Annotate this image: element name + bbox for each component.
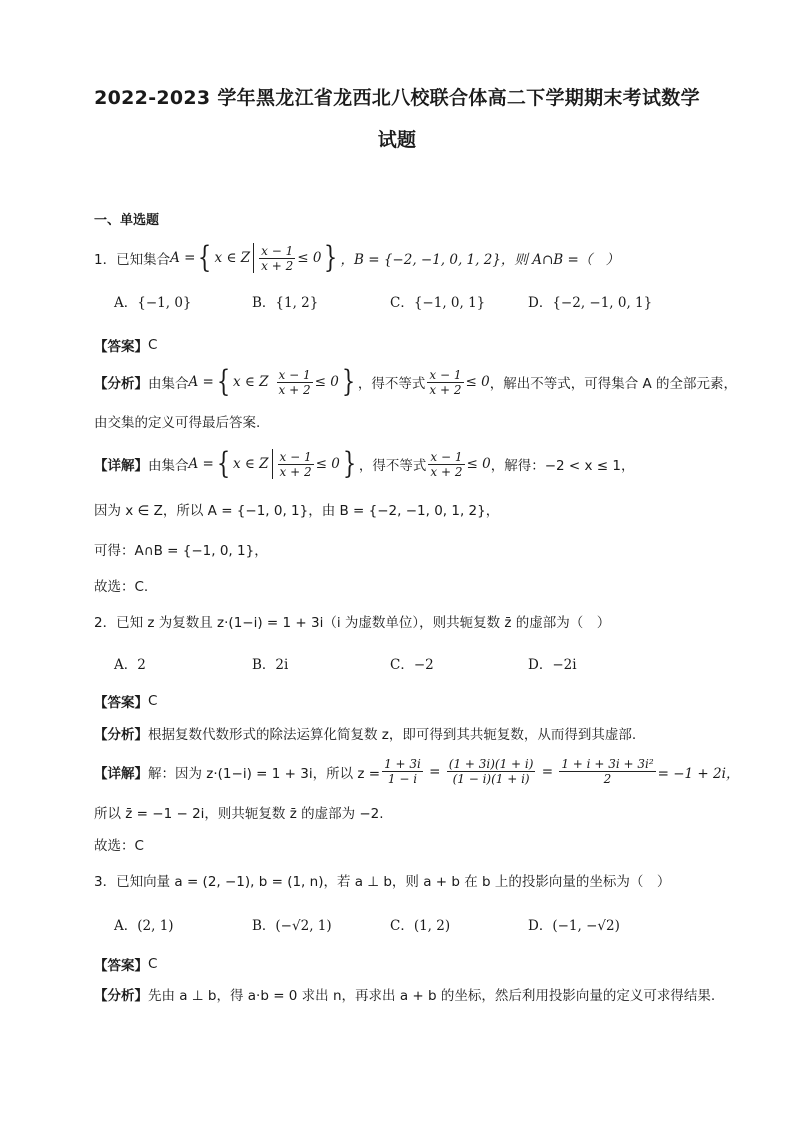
q1-option-b[interactable]: B．{1, 2} — [252, 295, 319, 311]
q1-set-a: A = — [170, 250, 196, 266]
analysis-le0-2: ≤ 0 — [465, 374, 490, 390]
q1-option-c[interactable]: C．{−1, 0, 1} — [390, 295, 486, 311]
frac-num: 1 + i + 3i + 3i² — [561, 757, 654, 771]
brace-left: { — [216, 446, 231, 481]
brace-right: } — [342, 446, 357, 481]
answer-tag: 【答案】 — [94, 958, 148, 974]
brace-left: { — [198, 240, 212, 275]
q1-analysis-line2: 由交集的定义可得最后答案. — [94, 415, 261, 431]
q1-condition: x ∈ Z — [214, 250, 251, 266]
q1-set-b: ，B = {−2, −1, 0, 1, 2}，则 A∩B =（ ） — [340, 252, 620, 268]
detail-le0: ≤ 0 — [315, 456, 340, 472]
q1-stem — [94, 240, 700, 275]
q2-detail: 【详解】 解：因为 z·(1−i) = 1 + 3i，所以 z = $\frac{1 + 3i}{1 - i}$ = $\frac{(1 + 3i)(1 + i)}{(1 - i)(1 + i)}$ = $\frac{\text{1 + i + 3i + 3i²}}{2}$ = −1 + 2i， — [94, 757, 740, 786]
analysis-fraction-2 — [427, 368, 463, 397]
q1-le0: ≤ 0 — [297, 250, 322, 266]
frac-den: x + 2 — [430, 464, 463, 479]
detail-post: ，解得：−2 < x ≤ 1， — [490, 458, 635, 474]
brace-right: } — [324, 240, 338, 275]
q1-fraction — [259, 244, 295, 273]
analysis-mid: ，得不等式 — [357, 376, 426, 392]
q3-options — [94, 914, 700, 934]
detail-tag: 【详解】 — [94, 458, 148, 474]
analysis-fraction — [277, 368, 313, 397]
analysis-set-a: A = — [188, 374, 214, 390]
q2-stem: 2．已知 z 为复数且 z·(1−i) = 1 + 3i（i 为虚数单位），则共轭复数 z̄ 的虚部为（ ） — [94, 615, 611, 631]
title-line-1: 2022-2023 学年黑龙江省龙西北八校联合体高二下学期期末考试数学 — [94, 87, 700, 109]
analysis-tag: 【分析】 — [94, 988, 148, 1004]
detail-le0-2: ≤ 0 — [466, 456, 491, 472]
q2-frac-3 — [559, 757, 655, 786]
set-bar — [253, 243, 254, 273]
analysis-tag: 【分析】 — [94, 727, 148, 743]
q1-option-a[interactable]: A．{−1, 0} — [114, 295, 192, 311]
detail-fraction-2 — [428, 450, 464, 479]
q3-option-c[interactable]: C．(1, 2) — [390, 918, 451, 934]
q2-analysis — [94, 723, 700, 743]
q3-stem: 3．已知向量 a = (2, −1), b = (1, n)，若 a ⊥ b，则 a + b 在 b 上的投影向量的坐标为（ ） — [94, 874, 671, 890]
q1-choose: 故选：C. — [94, 579, 149, 595]
q1-options — [94, 291, 700, 311]
q1-detail-line3: 可得：A∩B = {−1, 0, 1}， — [94, 543, 268, 559]
q2-choose: 故选：C — [94, 838, 144, 854]
detail-cond: x ∈ Z — [232, 456, 269, 472]
detail-end: = −1 + 2i， — [657, 765, 740, 782]
q2-frac-1 — [382, 757, 423, 786]
q1-detail — [94, 446, 700, 481]
q2-option-b[interactable]: B．2i — [252, 657, 289, 673]
detail-pre: 解：因为 z·(1−i) = 1 + 3i，所以 z = — [148, 765, 381, 782]
paper-title — [94, 0, 700, 161]
answer-tag: 【答案】 — [94, 339, 148, 355]
q2-detail-line2: 所以 z̄ = −1 − 2i，则共轭复数 z̄ 的虚部为 −2. — [94, 806, 384, 822]
q2-frac-2 — [447, 757, 536, 786]
detail-set-a: A = — [188, 456, 214, 472]
frac-num: x − 1 — [430, 449, 463, 464]
section-heading: 一、单选题 — [94, 213, 160, 228]
q2-option-c[interactable]: C．−2 — [390, 657, 434, 673]
q1-detail-line2: 因为 x ∈ Z，所以 A = {−1, 0, 1}，由 B = {−2, −1, 0, 1, 2}， — [94, 503, 500, 519]
q3-answer — [94, 954, 700, 974]
title-line-2: 试题 — [377, 129, 417, 151]
answer-value: C — [148, 693, 158, 709]
frac-den: x + 2 — [279, 464, 312, 479]
frac-num: x − 1 — [261, 243, 294, 258]
answer-value: C — [148, 956, 158, 972]
answer-value: C — [148, 337, 158, 353]
frac-num: x − 1 — [429, 367, 462, 382]
analysis-cond: x ∈ Z — [232, 374, 269, 390]
analysis-text: 先由 a ⊥ b，得 a·b = 0 求出 n，再求出 a + b 的坐标，然后利用投影向量的定义可求得结果. — [148, 988, 716, 1004]
frac-den: 2 — [603, 772, 612, 786]
analysis-tag: 【分析】 — [94, 376, 148, 392]
frac-den: 1 − i — [387, 772, 418, 786]
q1-answer — [94, 335, 700, 355]
frac-den: x + 2 — [429, 382, 462, 397]
analysis-le0: ≤ 0 — [314, 374, 339, 390]
q1-analysis — [94, 364, 738, 399]
q1-number: 1．已知集合 — [94, 252, 171, 268]
analysis-text: 根据复数代数形式的除法运算化简复数 z，即可得到其共轭复数，从而得到其虚部. — [148, 727, 637, 743]
q2-option-a[interactable]: A．2 — [114, 657, 146, 673]
detail-tag: 【详解】 — [94, 765, 148, 782]
q3-option-a[interactable]: A．(2, 1) — [114, 918, 174, 934]
frac-den: x + 2 — [278, 382, 311, 397]
q3-option-d[interactable]: D．(−1, −√2) — [528, 918, 620, 934]
set-bar — [272, 449, 273, 479]
analysis-post: ，解出不等式，可得集合 A 的全部元素， — [489, 376, 738, 392]
brace-left: { — [216, 364, 231, 399]
frac-den: x + 2 — [261, 258, 294, 273]
detail-mid: ，得不等式 — [358, 458, 427, 474]
q1-option-d[interactable]: D．{−2, −1, 0, 1} — [528, 295, 653, 311]
q2-options — [94, 653, 700, 673]
frac-num: 1 + 3i — [384, 757, 421, 771]
brace-right: } — [341, 364, 356, 399]
detail-pre: 由集合 — [148, 458, 189, 474]
frac-num: (1 + 3i)(1 + i) — [448, 757, 534, 771]
q2-option-d[interactable]: D．−2i — [528, 657, 577, 673]
q2-answer — [94, 691, 700, 711]
frac-num: x − 1 — [278, 367, 311, 382]
frac-den: (1 − i)(1 + i) — [452, 772, 530, 786]
analysis-pre: 由集合 — [148, 376, 189, 392]
answer-tag: 【答案】 — [94, 695, 148, 711]
q3-option-b[interactable]: B．(−√2, 1) — [252, 918, 332, 934]
frac-num: x − 1 — [279, 449, 312, 464]
detail-fraction — [278, 450, 314, 479]
q3-analysis — [94, 984, 716, 1004]
